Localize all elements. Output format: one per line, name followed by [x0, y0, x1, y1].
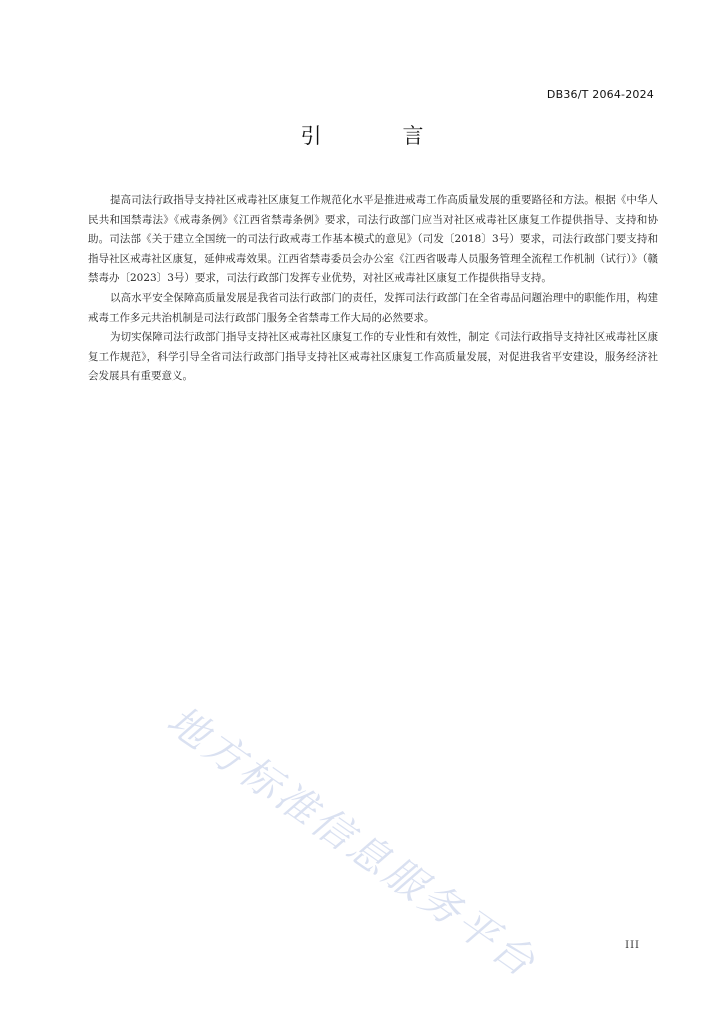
page-number: III	[625, 940, 640, 951]
section-title: 引 言	[300, 124, 454, 148]
body-text	[88, 191, 658, 387]
document-code: DB36/T 2064-2024	[546, 88, 654, 101]
paragraph: 为切实保障司法行政部门指导支持社区戒毒社区康复工作的专业性和有效性，制定《司法行政指导支持社区戒毒社区康复工作规范》，科学引导全省司法行政部门指导支持社区戒毒社区康复工作高质量发展，对促进我省平安建设，服务经济社会发展具有重要意义。	[88, 331, 658, 383]
paragraph: 提高司法行政指导支持社区戒毒社区康复工作规范化水平是推进戒毒工作高质量发展的重要路径和方法。根据《中华人民共和国禁毒法》《戒毒条例》《江西省禁毒条例》要求，司法行政部门应当对社区戒毒社区康复工作提供指导、支持和协助。司法部《关于建立全国统一的司法行政戒毒工作基本模式的意见》（司发〔2018〕3号）要求，司法行政部门要支持和指导社区戒毒社区康复，延伸戒毒效果。江西省禁毒委员会办公室《江西省吸毒人员服务管理全流程工作机制（试行）》（赣禁毒办〔2023〕3号）要求，司法行政部门发挥专业优势，对社区戒毒社区康复工作提供指导支持。	[88, 194, 658, 285]
paragraph: 以高水平安全保障高质量发展是我省司法行政部门的责任，发挥司法行政部门在全省毒品问题治理中的职能作用，构建戒毒工作多元共治机制是司法行政部门服务全省禁毒工作大局的必然要求。	[88, 291, 658, 324]
watermark: 地方标准信息服务平台	[158, 697, 546, 988]
